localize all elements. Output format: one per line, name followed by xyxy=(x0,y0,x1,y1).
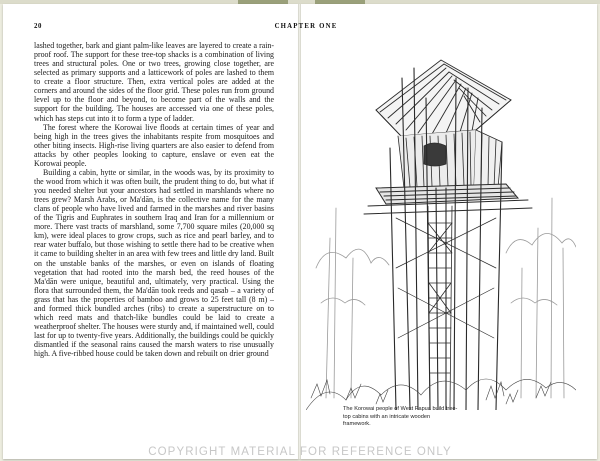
body-text xyxy=(34,41,274,358)
walls xyxy=(398,130,502,188)
running-header xyxy=(34,23,578,33)
ladder xyxy=(428,206,452,410)
figure-caption: The Korowai people of West Papua build tree-top cabins with an intricate wooden framework. xyxy=(343,406,458,428)
watermark: COPYRIGHT MATERIAL FOR REFERENCE ONLY xyxy=(148,446,452,458)
paragraph: Building a cabin, hytte or similar, in the woods was, by its proximity to the wood from which it was often built, the prudent thing to do, but what if you needed shelter but your ancestors had settled in marshlands where no trees grew? Marsh Arabs, or Ma'dān, is the collective name for the many clans of people who have lived and farmed in the marshes and river basins of the Tigris and Euphrates in southern Iraq and Iran for a millennium or more. There vast tracts of marshland, some 7,700 square miles (20,000 sq km), were ideal places to grow crops, such as rice and pearl barley, and to rear water buffalo, but those wishing to settle there had to be creative when it came to building shelter in an area with few trees and little dry land. Built on the unstable banks of the marshes, or even on islands of floating vegetation that had rooted into the marsh bed, the reed houses of the Ma'dān were unique, beautiful and, ultimately, very practical. Using the flora that surrounded them, the Ma'dān took reeds and qasab – a variety of grass that has the properties of bamboo and grows to 25 feet tall (8 m) – and formed thick bundled arches (ribs) to create a superstructure on to which reed mats and thatch-like bundles could be laid to create a weatherproof shelter. The houses were sturdy and, if maintained well, could last for up to twenty-five years. Additionally, the buildings could be quickly dismantled if the seasonal rains caused the marsh waters to rise unusually high. A five-ribbed house could be taken down and rebuilt on drier ground xyxy=(34,167,274,359)
floor-platform xyxy=(364,184,532,214)
paragraph: lashed together, bark and giant palm-like leaves are layered to create a rain-proof roof. The support for these tree-top shacks is a combination of living trees and structural poles. One or two trees, growing close together, are selected as primary supports and a latticework of poles are lashed to them to create a floor structure. Then, extra vertical poles are added at the corners and around the sides of the floor grid. These poles run from ground level up to the floor and beyond, to become part of the walls and the support for the building. The houses are accessed via one of these poles, which has steps cut into it to form a type of ladder. xyxy=(34,41,274,123)
book-spine xyxy=(298,4,301,459)
treehouse-illustration xyxy=(306,38,576,410)
paragraph: The forest where the Korowai live floods at certain times of year and being high in the trees gives the inhabitants respite from mosquitoes and other biting insects. High-rise living quarters are also easier to defend from attacks by other peoples looking to capture, enslave or even eat the Korowai people. xyxy=(34,122,274,168)
roof xyxy=(376,60,511,136)
chapter-title: CHAPTER ONE xyxy=(274,23,338,30)
page-number: 20 xyxy=(34,23,42,30)
